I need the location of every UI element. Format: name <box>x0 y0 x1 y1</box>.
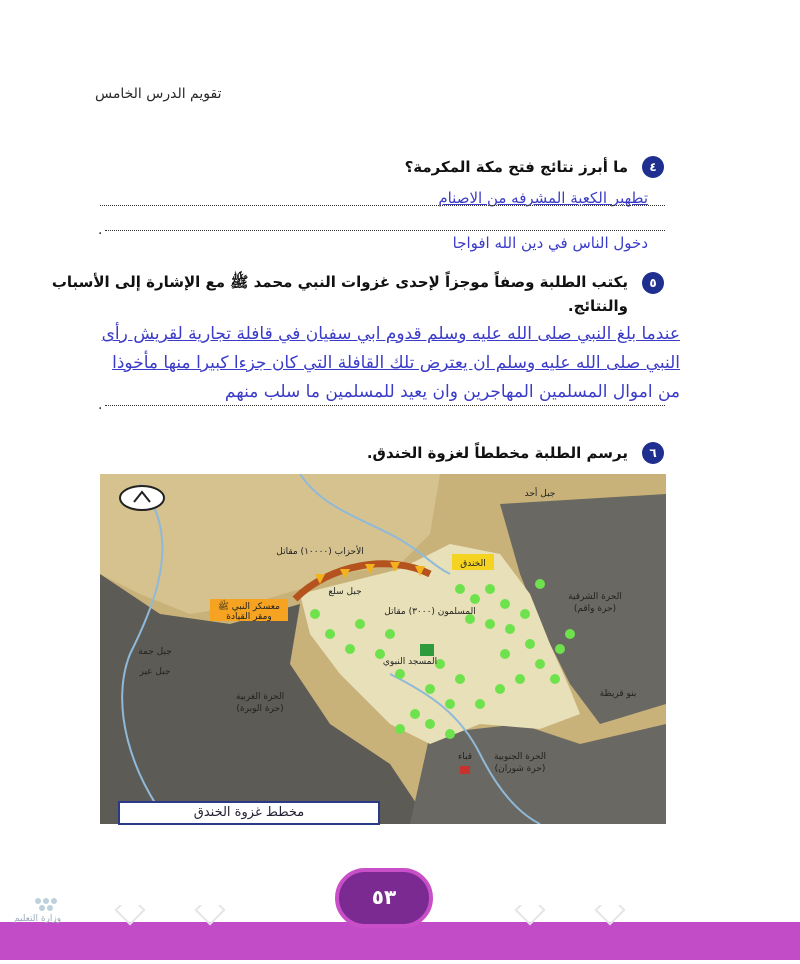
answer-line-dotted <box>105 405 665 406</box>
answer-4-line-2: دخول الناس في دين الله افواجا <box>452 234 648 252</box>
page-number-badge: ٥٣ <box>335 868 433 928</box>
svg-text:جبل جمة: جبل جمة <box>138 647 172 657</box>
answer-line-dotted <box>100 205 665 206</box>
svg-text:الخندق: الخندق <box>460 559 486 569</box>
question-6-text: يرسم الطلبة مخططاً لغزوة الخندق. <box>366 444 628 462</box>
svg-text:جبل سلع: جبل سلع <box>328 587 362 597</box>
svg-text:قباء: قباء <box>458 752 472 762</box>
answer-5-line-2: النبي صلى الله عليه وسلم ان يعترض تلك القافلة التي كان جزءا كبيرا منها مأخوذا <box>112 353 680 373</box>
svg-text:المسجد النبوي: المسجد النبوي <box>382 657 438 667</box>
answer-line-end-dot: . <box>98 397 103 413</box>
svg-text:الحرة الجنوبية: الحرة الجنوبية <box>493 752 547 762</box>
answer-5-line-3: من اموال المسلمين المهاجرين وان يعيد للمسلمين ما سلب منهم <box>224 382 680 402</box>
svg-text:المسلمون (٣٠٠٠) مقاتل: المسلمون (٣٠٠٠) مقاتل <box>384 607 476 617</box>
svg-text:معسكر النبي ﷺ: معسكر النبي ﷺ <box>218 602 280 612</box>
question-4-number: ٤ <box>642 156 664 178</box>
svg-text:(حرة شوران): (حرة شوران) <box>494 764 546 774</box>
question-5-text-line-2: والنتائج. <box>567 297 628 315</box>
answer-4-line-1: تطهير الكعبة المشرفه من الاصنام <box>438 189 648 207</box>
svg-text:الحرة الغربية: الحرة الغربية <box>235 692 285 702</box>
answer-line-dotted <box>105 230 665 231</box>
svg-text:جبل أحد: جبل أحد <box>524 489 556 499</box>
svg-text:جبل عير: جبل عير <box>139 667 171 677</box>
ministry-logo-text: وزارة التعليم <box>14 914 62 924</box>
page-header-title: تقويم الدرس الخامس <box>95 86 222 102</box>
answer-line-end-dot: . <box>98 222 103 238</box>
khandaq-map <box>100 474 666 824</box>
svg-text:ومقر القيادة: ومقر القيادة <box>226 612 272 622</box>
svg-text:الأحزاب (١٠٠٠٠) مقاتل: الأحزاب (١٠٠٠٠) مقاتل <box>276 547 364 557</box>
question-4-text: ما أبرز نتائج فتح مكة المكرمة؟ <box>404 158 628 176</box>
svg-text:بنو قريظة: بنو قريظة <box>599 689 637 699</box>
map-caption: مخطط غزوة الخندق <box>118 801 380 825</box>
svg-text:(حرة الوبرة): (حرة الوبرة) <box>236 704 284 714</box>
question-5-text-line-1: يكتب الطلبة وصفاً موجزاً لإحدى غزوات النبي محمد ﷺ مع الإشارة إلى الأسباب <box>51 273 628 291</box>
question-6-number: ٦ <box>642 442 664 464</box>
svg-text:(حرة واقم): (حرة واقم) <box>573 604 617 614</box>
question-5-number: ٥ <box>642 272 664 294</box>
svg-text:الحرة الشرقية: الحرة الشرقية <box>568 592 622 602</box>
answer-5-line-1: عندما بلغ النبي صلى الله عليه وسلم قدوم ابي سفيان في قافلة تجارية لقريش رأى <box>101 324 680 344</box>
